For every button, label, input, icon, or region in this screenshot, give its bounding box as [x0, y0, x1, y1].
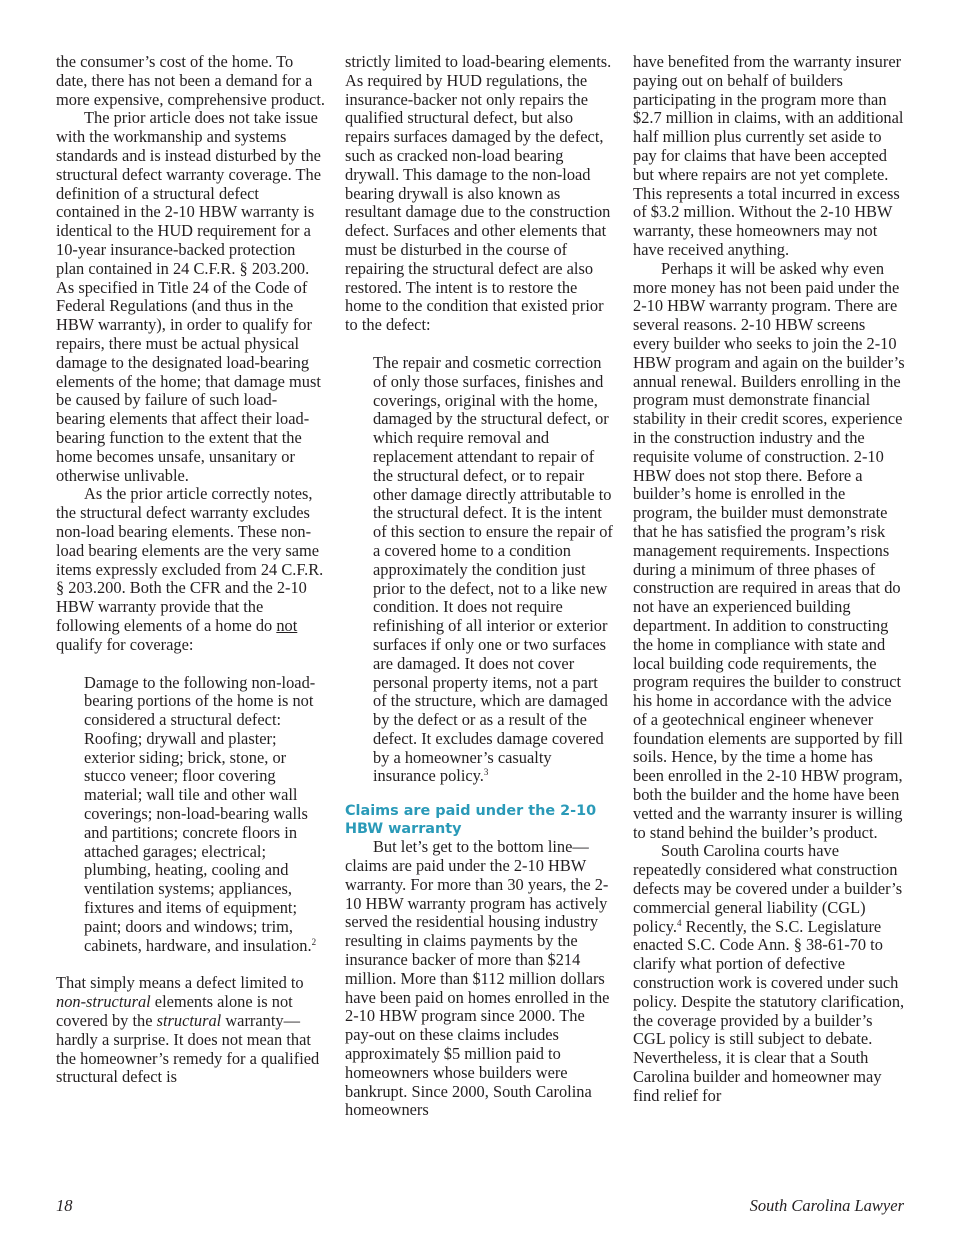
page-number: 18	[56, 1196, 73, 1215]
text: qualify for coverage:	[56, 634, 194, 654]
italic-text: non-structural	[56, 992, 151, 1012]
footnote-marker: 4	[677, 917, 682, 928]
paragraph	[633, 842, 905, 1105]
footnote-marker: 2	[311, 936, 317, 947]
italic-text: structural	[156, 1011, 222, 1031]
text: warranty—hardly a surprise. It does not mean that the homeowner’s remedy for a qualified structural defect is	[56, 1011, 320, 1087]
column-right	[633, 53, 905, 1106]
text: elements alone is not covered by the	[56, 992, 293, 1031]
paragraph: the consumer’s cost of the home. To date, there has not been a demand for a more expensive, comprehensive product.	[56, 52, 325, 109]
journal-title: South Carolina Lawyer	[749, 1196, 904, 1215]
section-heading: Claims are paid under the 2-10 HBW warranty	[345, 803, 597, 838]
block-quote	[84, 674, 326, 956]
column-left	[56, 53, 326, 1087]
paragraph: The prior article does not take issue with the workmanship and systems standards and is instead disturbed by the structural defect warranty coverage. The definition of a structural defect contained in the 2-10 HBW warranty is identical to the HUD requirement for a 10-year insurance-backed protection plan contained in 24 C.F.R. § 203.200. As specified in Title 24 of the Code of Federal Regulations (and thus in the HBW warranty), in order to qualify for repairs, there must be actual physical damage to the designated load-bearing elements of the home; that damage must be caused by failure of such load-bearing elements that affect their load-bearing function to the extent that the home becomes unsafe, unsanitary or otherwise unlivable.	[56, 108, 321, 485]
text: As the prior article correctly notes, the structural defect warranty excludes non-load bearing elements. These non-load bearing elements are the very same items expressly excluded from 24 C.F.R. § 203.200. Both the CFR and the 2-10 HBW warranty provide that the following elements of a home do	[56, 484, 324, 635]
paragraph: strictly limited to load-bearing elements. As required by HUD regulations, the insurance-backer not only repairs the qualified structural defect, but also repairs surfaces damaged by the defect, such as cracked non-load bearing drywall. This damage to the non-load bearing drywall is also known as resultant damage due to the construction defect. Surfaces and other elements that must be disturbed in the course of repairing the structural defect are also restored. The intent is to restore the home to the condition that existed prior to the defect:	[345, 52, 612, 335]
footnote-marker: 3	[483, 767, 489, 778]
quote-text: The repair and cosmetic correction of only those surfaces, finishes and coverings, original with the home, damaged by the structural defect, or which require removal and replacement attendant to repair of the structural defect, or to repair other damage directly attributable to the structural defect. It is the intent of this section to ensure the repair of a covered home to a condition approximately the condition just prior to the defect, not to a like new condition. It does not require refinishing of all interior or exterior surfaces if only one or two surfaces are damaged. It does not cover personal property items, not a part of the structure, which are damaged by the defect or as a result of the defect. It excludes damage covered by a homeowner’s casualty insurance policy.	[373, 352, 613, 786]
paragraph: Perhaps it will be asked why even more money has not been paid under the 2-10 HBW warranty program. There are several reasons. 2-10 HBW screens every builder who seeks to join the 2-10 HBW program and again on the builder’s annual renewal. Builders enrolling in the program must demonstrate financial stability in their credit scores, experience in the construction industry and the requisite volume of construction. 2-10 HBW does not stop there. Before a builder’s home is enrolled in the program, the builder must demonstrate that he has satisfied the program’s risk management requirements. Inspections during a minimum of three phases of construction are required in areas that do not have an experienced building department. In addition to constructing the home in compliance with state and local building code requirements, the program requires the builder to construct his home in accordance with the advice of a geotechnical engineer whenever foundation elements are supported by fill soils. Hence, by the time a home has been enrolled in the 2-10 HBW program, both the builder and the home have been vetted and the warranty insurer is willing to stand behind the builder’s product.	[633, 258, 905, 842]
text: Recently, the S.C. Legislature enacted S.C. Code Ann. § 38-61-70 to clarify what portion of defective construction work is covered under such policy. Despite the statutory clarification, the coverage provided by a builder’s CGL policy is still subject to debate. Nevertheless, it is clear that a South Carolina builder and homeowner may find relief for	[633, 916, 905, 1105]
paragraph	[56, 974, 326, 1087]
column-middle	[345, 53, 615, 1120]
text: That simply means a defect limited to	[56, 973, 304, 993]
paragraph: have benefited from the warranty insurer paying out on behalf of builders participating in the program more than $2.7 million in claims, with an additional half million plus currently set aside to pay for claims that have been accepted but where repairs are not yet complete. This represents a total incurred in excess of $3.2 million. Without the 2-10 HBW warranty, these homeowners may not have received anything.	[633, 52, 904, 259]
quote-text: Damage to the following non-load-bearing portions of the home is not considered a structural defect: Roofing; drywall and plaster; exterior siding; brick, stone, or stucco veneer; floor covering material; wall tile and other wall coverings; non-load-bearing walls and partitions; concrete floors in attached garages; electrical; plumbing, heating, cooling and ventilation systems; appliances, fixtures and items of equipment; paint; doors and windows; trim, cabinets, hardware, and insulation.	[84, 672, 316, 955]
text: South Carolina courts have repeatedly considered what construction defects may be covered under a builder’s commercial general liability (CGL) policy.	[633, 841, 903, 936]
underlined-text: not	[276, 615, 298, 635]
paragraph	[56, 485, 326, 654]
block-quote	[373, 354, 615, 786]
paragraph: But let’s get to the bottom line—claims are paid under the 2-10 HBW warranty. For more than 30 years, the 2-10 HBW warranty program has actively served the residential housing industry resulting in claims payments by the insurance backer of more than $214 million. More than $112 million dollars have been paid on homes enrolled in the 2-10 HBW program since 2000. The pay-out on these claims includes approximately $5 million paid to homeowners whose builders were bankrupt. Since 2000, South Carolina homeowners	[345, 837, 610, 1120]
